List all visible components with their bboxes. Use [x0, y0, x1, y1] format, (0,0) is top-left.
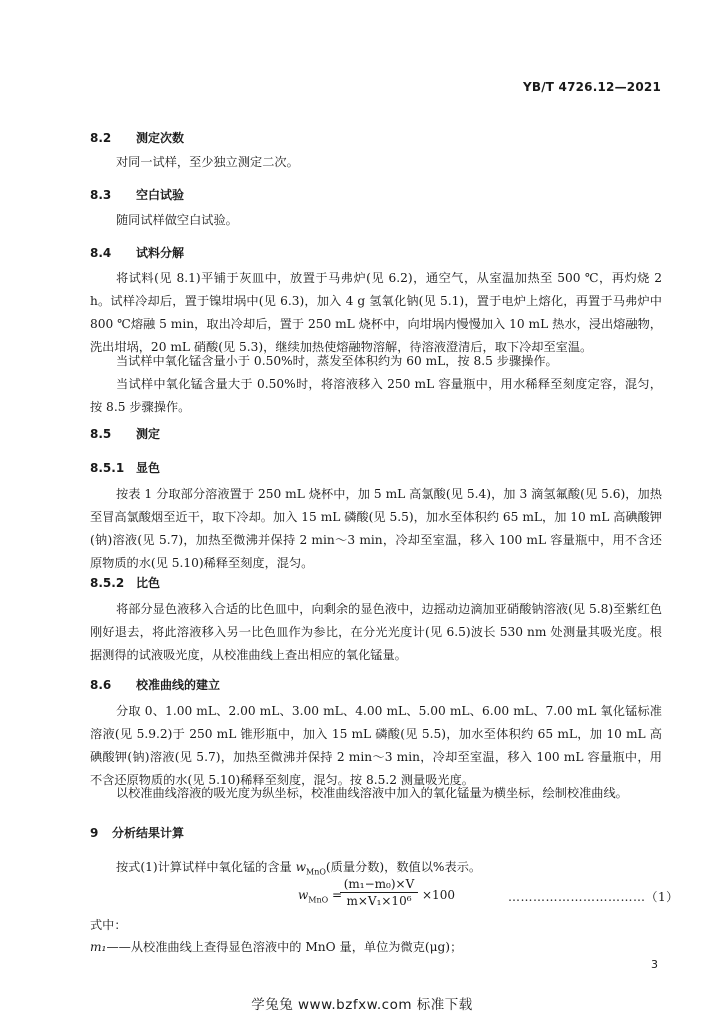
heading-number: 8.6 — [90, 678, 112, 692]
page-number: 3 — [651, 958, 658, 971]
paragraph-8-2: 对同一试样，至少独立测定二次。 — [116, 155, 299, 169]
intro-var: w — [295, 860, 307, 874]
heading-title: 显色 — [136, 461, 161, 475]
formula-lhs-var: w — [298, 888, 309, 902]
paragraph-8-6-1: 分取 0、1.00 mL、2.00 mL、3.00 mL、4.00 mL、5.00 mL、6.00 mL、7.00 mL 氧化锰标准溶液(见 5.9.2)于 250 mL 锥形瓶中，加入 15 mL 磷酸(见 5.5)，加水至体积约 65 mL，加 10 mL 高碘酸钾(钠)溶液(见 5.7)，加热至微沸并保持 2 min～3 min，冷却至室温，移入 100 mL 容量瓶中，用不含还原物质的水(见 5.10)稀释至刻度，混匀。按 8.5.2 测量吸光度。 — [90, 704, 662, 787]
heading-8-5-2 — [90, 574, 160, 591]
heading-8-2 — [90, 129, 184, 146]
heading-number: 8.5.1 — [90, 461, 125, 475]
heading-title: 测定 — [136, 427, 161, 441]
heading-title: 试料分解 — [136, 246, 185, 260]
heading-8-4 — [90, 244, 184, 261]
formula-equals: = — [328, 888, 343, 902]
intro-text-b: (质量分数)，数值以%表示。 — [325, 860, 482, 874]
heading-title: 校准曲线的建立 — [136, 678, 221, 692]
watermark-footer: 学兔兔 www.bzfxw.com 标准下载 — [251, 997, 473, 1013]
heading-8-5-1 — [90, 459, 160, 476]
symbol-m1: m₁ — [90, 940, 107, 954]
heading-number: 8.3 — [90, 188, 112, 202]
where-label: 式中： — [90, 918, 127, 932]
symbol-m1-description: ——从校准曲线上查得显色溶液中的 MnO 量，单位为微克(μg)； — [106, 940, 463, 954]
paragraph-8-3: 随同试样做空白试验。 — [116, 213, 238, 227]
heading-number: 9 — [90, 826, 99, 840]
paragraph-8-5-1: 按表 1 分取部分溶液置于 250 mL 烧杯中，加 5 mL 高氯酸(见 5.4)，加 3 滴氢氟酸(见 5.6)，加热至冒高氯酸烟至近干，取下冷却。加入 15 mL 磷酸(见 5.5)，加水至体积约 65 mL，加 10 mL 高碘酸钾(钠)溶液(见 5.7)，加热至微沸并保持 2 min～3 min，冷却至室温，移入 100 mL 容量瓶中，用不含还原物质的水(见 5.10)稀释至刻度，混匀。 — [90, 487, 662, 570]
formula-fraction — [340, 877, 418, 908]
heading-9 — [90, 824, 184, 841]
heading-title: 比色 — [136, 576, 161, 590]
heading-number: 8.5 — [90, 427, 112, 441]
heading-8-3 — [90, 186, 184, 203]
intro-text-a: 按式(1)计算试样中氧化锰的含量 — [116, 860, 296, 874]
formula-denominator: m×V₁×10⁶ — [346, 894, 412, 908]
formula-rhs: ×100 — [422, 888, 455, 902]
equation-number: ……………………………（1） — [508, 890, 679, 904]
heading-title: 测定次数 — [136, 131, 185, 145]
heading-title: 分析结果计算 — [112, 826, 185, 840]
paragraph-8-4-2: 当试样中氧化锰含量小于 0.50%时，蒸发至体积约为 60 mL，按 8.5 步骤操作。 — [116, 354, 558, 368]
paragraph-8-4-3: 当试样中氧化锰含量大于 0.50%时，将溶液移入 250 mL 容量瓶中，用水稀释至刻度定容，混匀，按 8.5 步骤操作。 — [90, 377, 662, 414]
heading-8-6 — [90, 676, 220, 693]
formula-numerator: (m₁−m₀)×V — [340, 877, 418, 893]
heading-8-5 — [90, 425, 160, 442]
symbol-definition-m1 — [90, 936, 662, 959]
paragraph-8-4-1: 将试料(见 8.1)平铺于灰皿中，放置于马弗炉(见 6.2)，通空气，从室温加热至 500 ℃，再灼烧 2 h。试样冷却后，置于镍坩埚中(见 6.3)，加入 4 g 氢氧化钠(见 5.1)，置于电炉上熔化，再置于马弗炉中 800 ℃熔融 5 min，取出冷却后，置于 250 mL 烧杯中，向坩埚内慢慢加入 10 mL 热水，浸出熔融物，洗出坩埚，20 mL 硝酸(见 5.3)，继续加热使熔融物溶解，待溶液澄清后，取下冷却至室温。 — [90, 271, 662, 354]
paragraph-8-5-2: 将部分显色液移入合适的比色皿中，向剩余的显色液中，边摇动边滴加亚硝酸钠溶液(见 5.8)至紫红色刚好退去，将此溶液移入另一比色皿作为参比，在分光光度计(见 6.5)波长 530 nm 处测量其吸光度。根据测得的试液吸光度，从校准曲线上查出相应的氧化锰量。 — [90, 602, 662, 662]
heading-number: 8.2 — [90, 131, 112, 145]
formula-lhs-sub: MnO — [308, 895, 329, 905]
standard-number: YB/T 4726.12—2021 — [522, 80, 661, 94]
heading-number: 8.4 — [90, 246, 112, 260]
heading-number: 8.5.2 — [90, 576, 125, 590]
formula-lhs — [298, 888, 342, 904]
intro-sub: MnO — [306, 867, 326, 877]
heading-title: 空白试验 — [136, 188, 185, 202]
paragraph-8-6-2: 以校准曲线溶液的吸光度为纵坐标，校准曲线溶液中加入的氧化锰量为横坐标，绘制校准曲线。 — [116, 786, 628, 800]
